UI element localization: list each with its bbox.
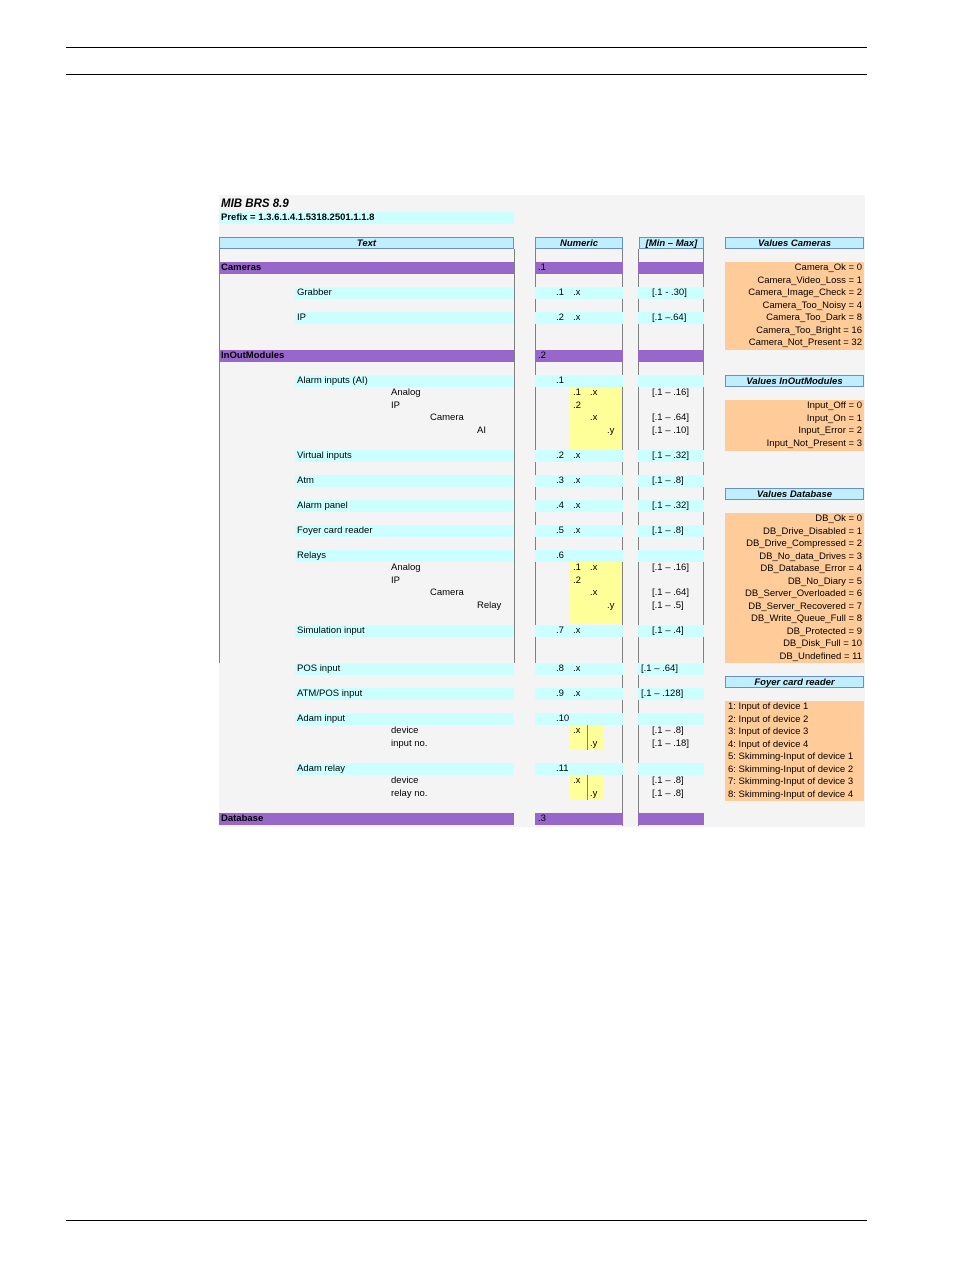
numeric-index: .x bbox=[573, 475, 581, 486]
item-bar bbox=[295, 475, 514, 487]
numeric-code: .2 bbox=[556, 312, 564, 323]
row-label: IP bbox=[391, 575, 400, 586]
numeric-index: .x bbox=[573, 625, 581, 636]
numeric-index: .x bbox=[573, 500, 581, 511]
range-value: [.1 – .64] bbox=[652, 412, 689, 423]
row-label: relay no. bbox=[391, 788, 428, 799]
row-label: AI bbox=[477, 425, 486, 436]
header-text: Text bbox=[219, 237, 514, 249]
item-bar bbox=[638, 713, 704, 725]
value-entry: DB_Disk_Full = 10 bbox=[783, 638, 862, 649]
numeric-index: .x bbox=[573, 287, 581, 298]
value-entry: 1: Input of device 1 bbox=[728, 701, 809, 712]
numeric-index: .x bbox=[590, 387, 598, 398]
numeric-code: .1 bbox=[556, 375, 564, 386]
numeric-index: .x bbox=[590, 587, 598, 598]
range-value: [.1 –.64] bbox=[652, 312, 687, 323]
value-entry: Camera_Ok = 0 bbox=[794, 262, 862, 273]
numeric-code: .2 bbox=[573, 575, 581, 586]
numeric-index: .x bbox=[590, 562, 598, 573]
value-entry: DB_Database_Error = 4 bbox=[760, 563, 862, 574]
numeric-index: .y bbox=[590, 788, 598, 799]
figure-title: MIB BRS 8.9 bbox=[221, 198, 289, 210]
range-value: [.1 – .18] bbox=[652, 738, 689, 749]
row-label: device bbox=[391, 775, 419, 786]
row-label: Alarm panel bbox=[297, 500, 348, 511]
top-rule-1 bbox=[66, 47, 867, 48]
numeric-code: .5 bbox=[556, 525, 564, 536]
item-bar bbox=[295, 550, 514, 562]
range-value: [.1 – .32] bbox=[652, 450, 689, 461]
numeric-divider bbox=[587, 775, 588, 800]
range-value: [.1 – .8] bbox=[652, 775, 684, 786]
row-label: input no. bbox=[391, 738, 428, 749]
section-band bbox=[535, 350, 623, 362]
item-bar bbox=[535, 550, 623, 562]
range-value: [.1 – .64] bbox=[652, 587, 689, 598]
section-band bbox=[638, 262, 704, 274]
range-value: [.1 – .32] bbox=[652, 500, 689, 511]
value-entry: Input_Error = 2 bbox=[798, 425, 862, 436]
numeric-index: .x bbox=[573, 663, 581, 674]
item-bar bbox=[638, 550, 704, 562]
value-entry: Camera_Too_Noisy = 4 bbox=[762, 299, 862, 311]
item-bar bbox=[295, 312, 514, 324]
numeric-index: .x bbox=[573, 450, 581, 461]
value-entry: DB_Write_Queue_Full = 8 bbox=[751, 613, 862, 624]
row-label: Alarm inputs (AI) bbox=[297, 375, 368, 386]
numeric-index: .x bbox=[590, 412, 598, 423]
numeric-code: .1 bbox=[538, 262, 546, 273]
value-entry: DB_No_Diary = 5 bbox=[787, 575, 862, 587]
section-band bbox=[638, 350, 704, 362]
value-entry: Input_On = 1 bbox=[806, 412, 862, 424]
value-entry: 4: Input of device 4 bbox=[728, 738, 809, 750]
numeric-code: .2 bbox=[556, 450, 564, 461]
section-label: Cameras bbox=[221, 262, 262, 273]
section-band bbox=[219, 813, 514, 825]
range-value: [.1 – .8] bbox=[652, 788, 684, 799]
numeric-code: .8 bbox=[556, 663, 564, 674]
numeric-index: .y bbox=[607, 425, 615, 436]
range-value: [.1 – .5] bbox=[652, 600, 684, 611]
section-label: InOutModules bbox=[221, 350, 285, 361]
item-bar bbox=[638, 375, 704, 387]
range-value: [.1 – .8] bbox=[652, 725, 684, 736]
top-rule-2 bbox=[66, 74, 867, 75]
numeric-code: .1 bbox=[573, 387, 581, 398]
value-entry: Camera_Image_Check = 2 bbox=[748, 287, 862, 298]
bottom-rule bbox=[66, 1220, 867, 1221]
numeric-code: .3 bbox=[538, 813, 546, 824]
header-values-inout: Values InOutModules bbox=[725, 375, 864, 387]
range-value: [.1 – .64] bbox=[641, 663, 678, 674]
row-label: Simulation input bbox=[297, 625, 365, 636]
row-label: Foyer card reader bbox=[297, 525, 373, 536]
value-entry: 2: Input of device 2 bbox=[728, 713, 809, 725]
header-foyer: Foyer card reader bbox=[725, 676, 864, 688]
numeric-index: .y bbox=[590, 738, 598, 749]
value-entry: 6: Skimming-Input of device 2 bbox=[728, 763, 854, 775]
row-label: Analog bbox=[391, 387, 421, 398]
value-entry: DB_Server_Overloaded = 6 bbox=[745, 588, 862, 599]
section-band bbox=[535, 813, 623, 825]
value-entry: DB_No_data_Drives = 3 bbox=[759, 550, 862, 562]
row-label: POS input bbox=[297, 663, 341, 674]
value-entry: Camera_Too_Bright = 16 bbox=[756, 324, 862, 336]
item-bar bbox=[535, 375, 623, 387]
row-label: Relay bbox=[477, 600, 502, 611]
numeric-code: .x bbox=[573, 725, 581, 736]
value-entry: DB_Drive_Compressed = 2 bbox=[746, 538, 862, 549]
numeric-code: .9 bbox=[556, 688, 564, 699]
value-entry: Input_Off = 0 bbox=[806, 400, 862, 411]
range-value: [.1 – .8] bbox=[652, 525, 684, 536]
item-bar bbox=[638, 763, 704, 775]
value-entry: Camera_Video_Loss = 1 bbox=[757, 274, 862, 286]
numeric-code: .2 bbox=[573, 400, 581, 411]
grid-line-2 bbox=[514, 249, 515, 663]
row-label: ATM/POS input bbox=[297, 688, 363, 699]
row-label: IP bbox=[391, 400, 400, 411]
range-value: [.1 - .30] bbox=[652, 287, 687, 298]
numeric-code: .7 bbox=[556, 625, 564, 636]
range-value: [.1 – .16] bbox=[652, 562, 689, 573]
numeric-index: .x bbox=[573, 688, 581, 699]
row-label: Analog bbox=[391, 562, 421, 573]
row-label: Grabber bbox=[297, 287, 332, 298]
header-numeric: Numeric bbox=[535, 237, 623, 249]
row-label: Atm bbox=[297, 475, 314, 486]
header-values-cameras: Values Cameras bbox=[725, 237, 864, 249]
value-entry: DB_Drive_Disabled = 1 bbox=[762, 525, 862, 537]
range-value: [.1 – .10] bbox=[652, 425, 689, 436]
row-label: device bbox=[391, 725, 419, 736]
value-entry: Camera_Too_Dark = 8 bbox=[766, 312, 862, 323]
range-value: [.1 – .16] bbox=[652, 387, 689, 398]
row-label: Camera bbox=[430, 412, 464, 423]
grid-line-1 bbox=[219, 249, 220, 663]
numeric-index: .x bbox=[573, 312, 581, 323]
section-band bbox=[219, 262, 514, 274]
row-label: Camera bbox=[430, 587, 464, 598]
numeric-index: .x bbox=[573, 525, 581, 536]
numeric-code: .3 bbox=[556, 475, 564, 486]
value-entry: DB_Protected = 9 bbox=[786, 625, 862, 637]
numeric-index: .y bbox=[607, 600, 615, 611]
section-label: Database bbox=[221, 813, 264, 824]
numeric-code: .6 bbox=[556, 550, 564, 561]
value-entry: 3: Input of device 3 bbox=[728, 726, 809, 737]
section-band bbox=[638, 813, 704, 825]
value-entry: 5: Skimming-Input of device 1 bbox=[728, 751, 854, 762]
numeric-code: .2 bbox=[538, 350, 546, 361]
numeric-code: .10 bbox=[556, 713, 570, 724]
row-label: IP bbox=[297, 312, 306, 323]
value-entry: DB_Undefined = 11 bbox=[779, 650, 862, 662]
section-band bbox=[535, 262, 623, 274]
numeric-divider bbox=[587, 725, 588, 750]
row-label: Virtual inputs bbox=[297, 450, 352, 461]
header-minmax: [Min – Max] bbox=[639, 237, 704, 249]
header-values-database: Values Database bbox=[725, 488, 864, 500]
range-value: [.1 – .4] bbox=[652, 625, 684, 636]
item-bar bbox=[535, 763, 623, 775]
row-label: Adam input bbox=[297, 713, 346, 724]
numeric-code: .11 bbox=[556, 763, 569, 774]
value-entry: Camera_Not_Present = 32 bbox=[748, 337, 862, 348]
numeric-code: .4 bbox=[556, 500, 564, 511]
value-entry: DB_Ok = 0 bbox=[815, 513, 862, 524]
item-bar bbox=[535, 713, 623, 725]
row-label: Relays bbox=[297, 550, 327, 561]
grid-line-4 bbox=[622, 249, 623, 826]
range-value: [.1 – .128] bbox=[641, 688, 684, 699]
value-entry: Input_Not_Present = 3 bbox=[766, 437, 862, 449]
row-label: Adam relay bbox=[297, 763, 346, 774]
numeric-code: .x bbox=[573, 775, 581, 786]
value-entry: 8: Skimming-Input of device 4 bbox=[728, 788, 854, 800]
numeric-code: .1 bbox=[573, 562, 581, 573]
range-value: [.1 – .8] bbox=[652, 475, 684, 486]
prefix-text: Prefix = 1.3.6.1.4.1.5318.2501.1.1.8 bbox=[221, 212, 375, 223]
numeric-code: .1 bbox=[556, 287, 564, 298]
value-entry: DB_Server_Recovered = 7 bbox=[748, 600, 862, 612]
value-entry: 7: Skimming-Input of device 3 bbox=[728, 776, 854, 787]
grid-line-5 bbox=[638, 249, 639, 826]
